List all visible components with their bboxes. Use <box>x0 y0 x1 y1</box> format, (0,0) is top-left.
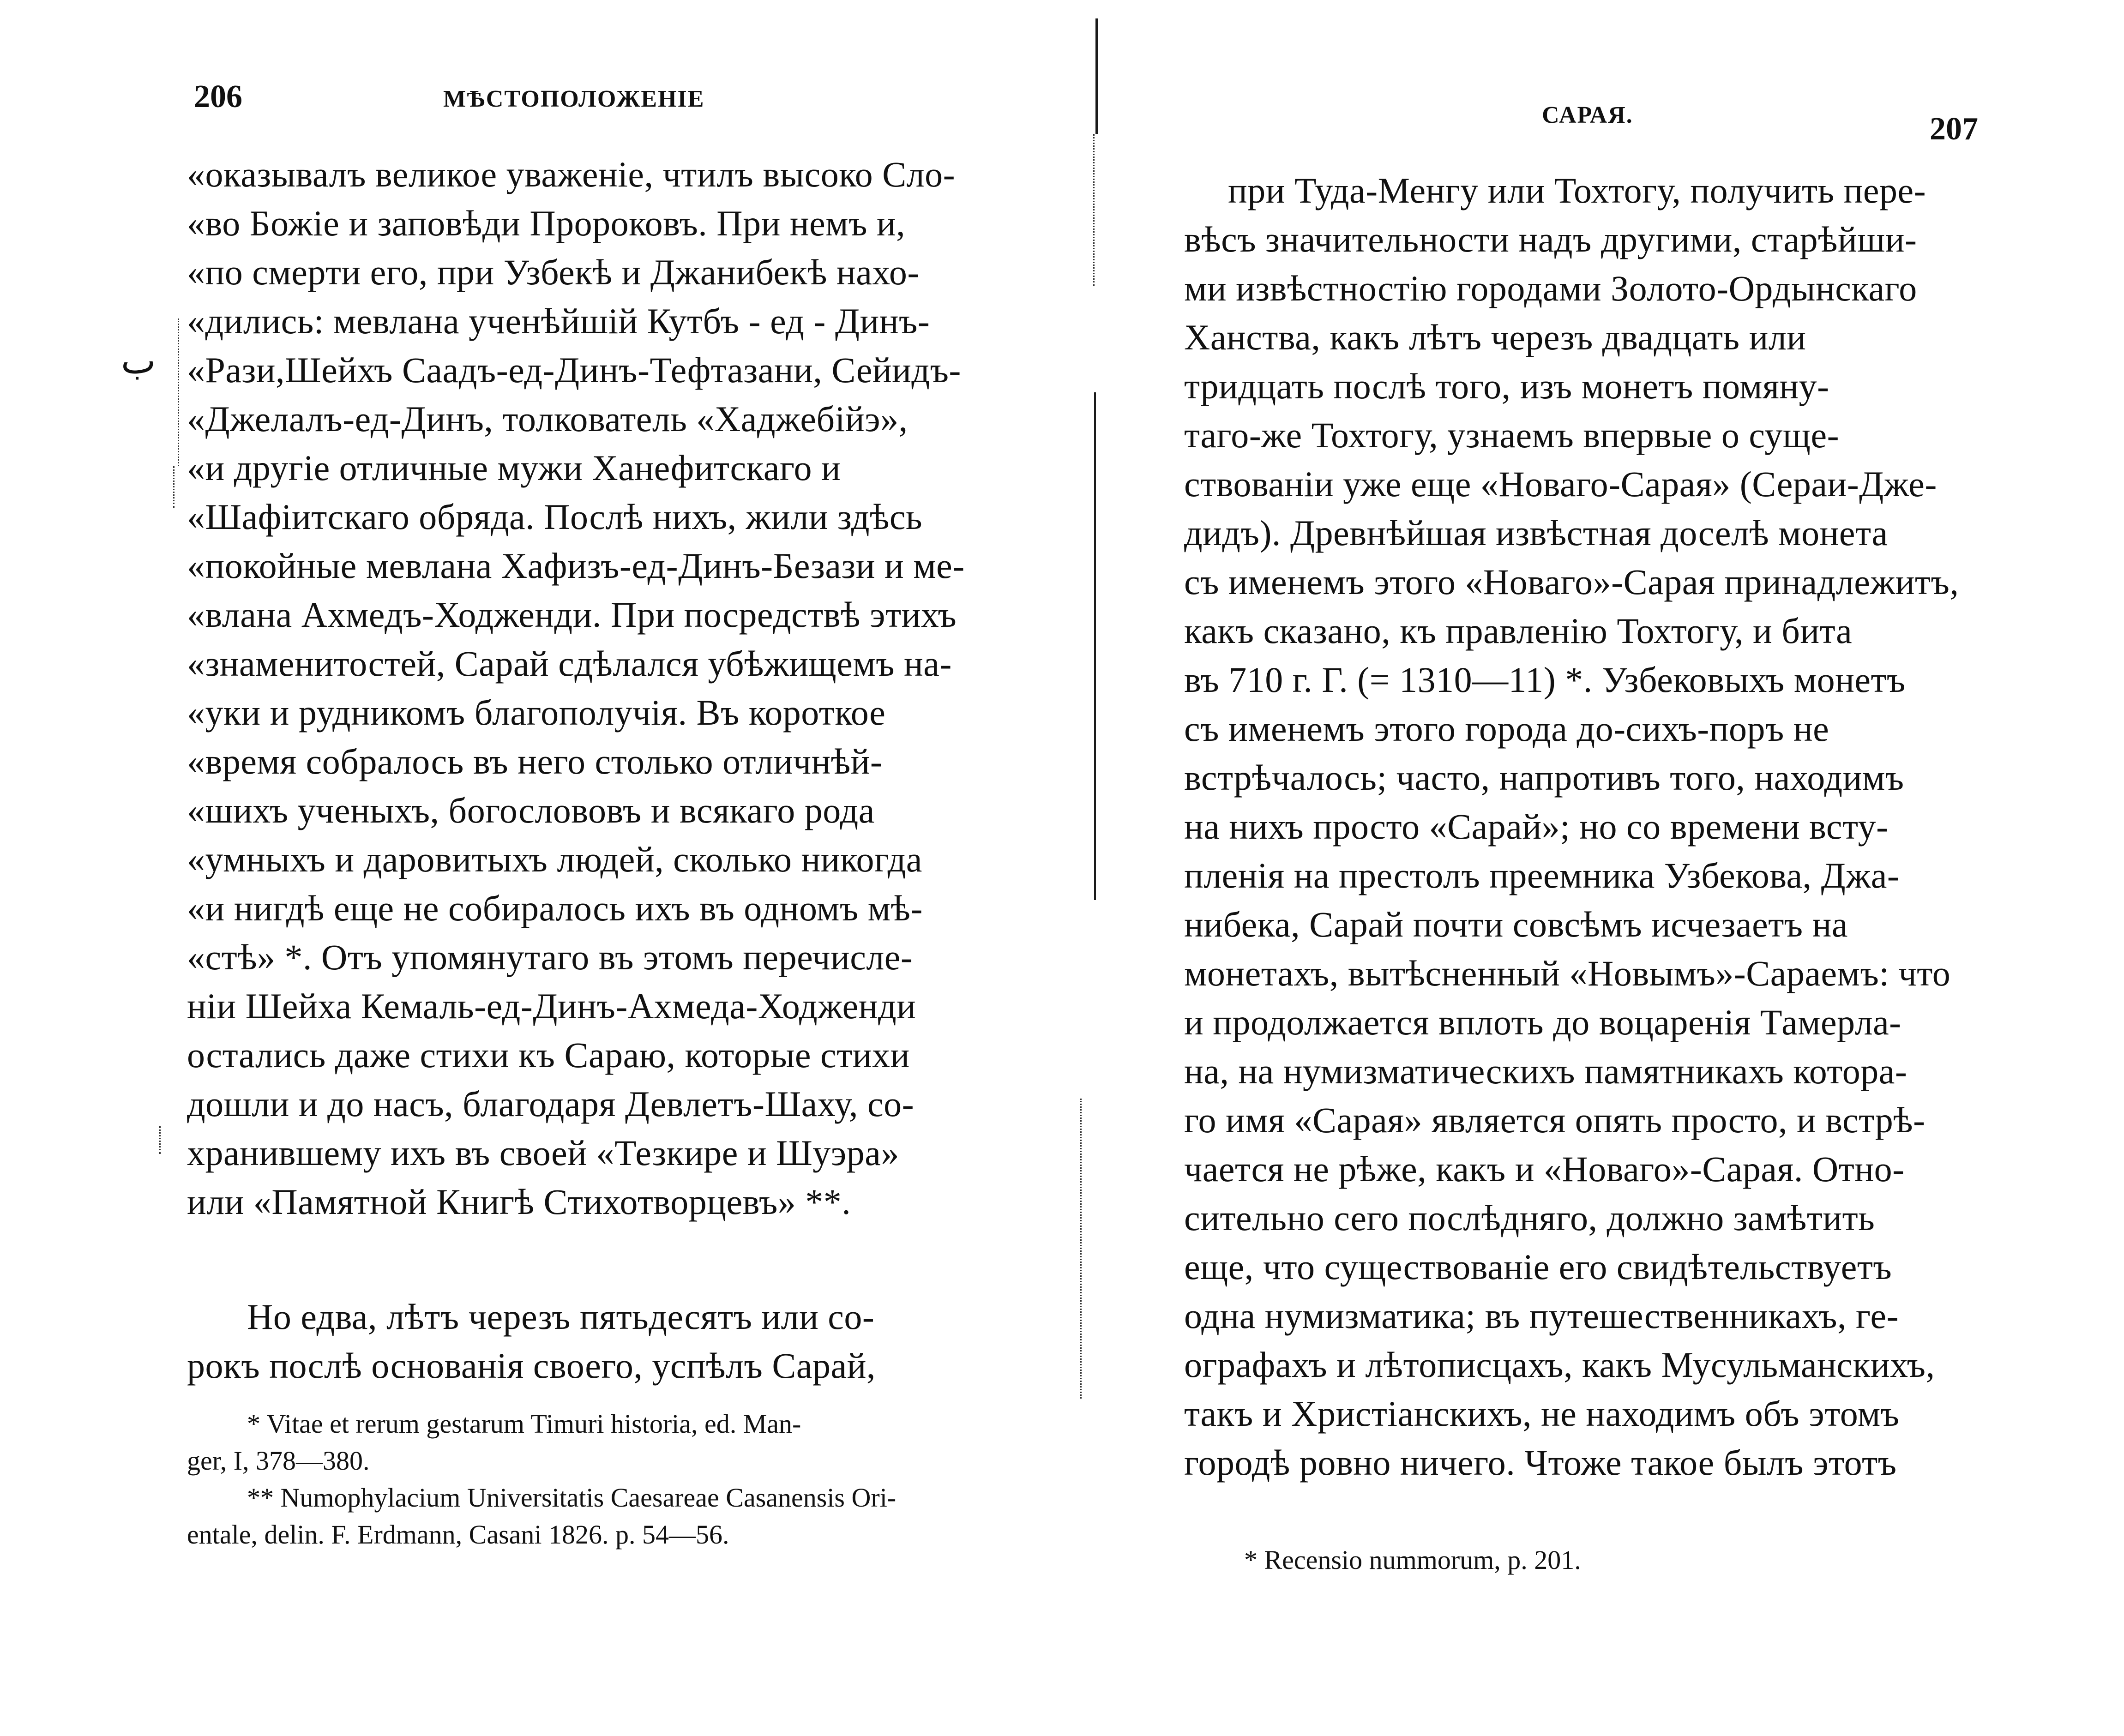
text-line: еще, что существованіе его свидѣтельствуетъ <box>1184 1247 1892 1287</box>
text-line: «и другіе отличные мужи Ханефитскаго и <box>187 448 841 488</box>
left-footnotes <box>187 1406 896 1553</box>
text-line: какъ сказано, къ правленію Тохтогу, и бита <box>1184 611 1853 651</box>
text-line: «время собралось въ него столько отличнѣй- <box>187 741 883 781</box>
text-line: остались даже стихи къ Сараю, которые стихи <box>187 1035 910 1075</box>
text-line: Ханства, какъ лѣтъ черезъ двадцать или <box>1184 317 1806 357</box>
text-line: «дились: мевлана ученѣйшій Кутбъ - ед - Динъ- <box>187 301 930 341</box>
text-line: хранившему ихъ въ своей «Тезкире и Шуэра» <box>187 1133 899 1173</box>
text-line: «стѣ» *. Отъ упомянутаго въ этомъ перечисле- <box>187 937 913 977</box>
right-running-title: САРАЯ. <box>1542 102 1633 128</box>
text-line: «покойные мевлана Хафизъ-ед-Динъ-Безази и ме- <box>187 546 965 586</box>
text-line: «знаменитостей, Сарай сдѣлался убѣжищемъ на- <box>187 643 952 684</box>
text-line: «уки и рудникомъ благополучія. Въ короткое <box>187 692 886 733</box>
text-line: «умныхъ и даровитыхъ людей, сколько никогда <box>187 839 922 879</box>
margin-dotted-mark <box>159 1126 161 1154</box>
text-line: дидъ). Древнѣйшая извѣстная доселѣ монета <box>1184 513 1888 553</box>
text-line: «Рази,Шейхъ Саадъ-ед-Динъ-Тефтазани, Сейидъ- <box>187 350 961 390</box>
text-line: встрѣчалось; часто, напротивъ того, находимъ <box>1184 757 1904 798</box>
text-line: съ именемъ этого города до-сихъ-поръ не <box>1184 709 1829 749</box>
right-body-text <box>1184 166 1959 1487</box>
text-line: «Шафіитскаго обряда. Послѣ нихъ, жили здѣсь <box>187 497 923 537</box>
text-line: «Джелалъ-ед-Динъ, толкователь «Хаджебійэ», <box>187 399 908 439</box>
text-line: «влана Ахмедъ-Ходженди. При посредствѣ этихъ <box>187 595 957 635</box>
margin-dotted-mark <box>178 318 179 466</box>
text-line: такъ и Христіанскихъ, не находимъ объ этомъ <box>1184 1394 1900 1434</box>
left-paragraph-2 <box>187 1292 876 1390</box>
right-page-number: 207 <box>1930 111 1978 147</box>
margin-glyph: ب <box>121 339 156 382</box>
text-line: дошли и до насъ, благодаря Девлетъ-Шаху, со- <box>187 1084 915 1124</box>
text-line: «шихъ ученыхъ, богослововъ и всякаго рода <box>187 790 875 830</box>
text-line: или «Памятной Книгѣ Стихотворцевъ» **. <box>187 1182 851 1222</box>
footnote-line: ger, I, 378—380. <box>187 1446 370 1476</box>
footnote-line: * Vitae et rerum gestarum Timuri historia, ed. Man- <box>247 1409 801 1439</box>
text-line: чается не рѣже, какъ и «Новаго»-Сарая. Отно- <box>1184 1149 1905 1189</box>
text-line: монетахъ, вытѣсненный «Новымъ»-Сараемъ: что <box>1184 953 1951 993</box>
text-line: при Туда-Менгу или Тохтогу, получить пере- <box>1228 170 1926 210</box>
right-page <box>1062 0 2124 1736</box>
text-line: го имя «Сарая» является опять просто, и встрѣ- <box>1184 1100 1925 1140</box>
text-line: городѣ ровно ничего. Чтоже такое былъ этотъ <box>1184 1442 1897 1483</box>
text-line: нибека, Сарай почти совсѣмъ исчезаетъ на <box>1184 904 1848 944</box>
text-line: въ 710 г. Г. (= 1310—11) *. Узбековыхъ монетъ <box>1184 660 1906 700</box>
footnote-line: * Recensio nummorum, p. 201. <box>1244 1545 1581 1575</box>
text-line: одна нумизматика; въ путешественникахъ, ге- <box>1184 1296 1899 1336</box>
left-page-number: 206 <box>194 79 242 114</box>
text-line: «во Божіе и заповѣди Пророковъ. При немъ и, <box>187 203 906 243</box>
text-line: на нихъ просто «Сарай»; но со времени всту- <box>1184 806 1889 847</box>
left-running-title: МѢСТОПОЛОЖЕНІЕ <box>443 86 705 112</box>
margin-dotted-mark <box>173 466 174 508</box>
text-line: ствованіи уже еще «Новаго-Сарая» (Сераи-Дже- <box>1184 464 1937 504</box>
footnote-line: entale, delin. F. Erdmann, Casani 1826. p. 54—56. <box>187 1520 729 1550</box>
text-line: ографахъ и лѣтописцахъ, какъ Мусульманскихъ, <box>1184 1345 1935 1385</box>
text-line: Но едва, лѣтъ черезъ пятьдесятъ или со- <box>247 1297 875 1337</box>
text-line: тридцать послѣ того, изъ монетъ помяну- <box>1184 366 1829 406</box>
text-line: вѣсъ значительности надъ другими, старѣйши- <box>1184 219 1917 259</box>
footnote-line: ** Numophylacium Universitatis Caesareae Casanensis Ori- <box>247 1483 897 1513</box>
text-line: сительно сего послѣдняго, должно замѣтить <box>1184 1198 1875 1238</box>
text-line: ніи Шейха Кемаль-ед-Динъ-Ахмеда-Ходженди <box>187 986 916 1026</box>
text-line: рокъ послѣ основанія своего, успѣлъ Сарай, <box>187 1346 876 1386</box>
text-line: и продолжается вплоть до воцаренія Тамерла- <box>1184 1002 1901 1042</box>
text-line: пленія на престолъ преемника Узбекова, Джа- <box>1184 855 1900 895</box>
text-line: на, на нумизматическихъ памятникахъ котора- <box>1184 1051 1907 1091</box>
text-line: съ именемъ этого «Новаго»-Сарая принадлежитъ, <box>1184 562 1959 602</box>
text-line: «по смерти его, при Узбекѣ и Джанибекѣ нахо- <box>187 252 920 292</box>
right-footnotes <box>1184 1542 1581 1579</box>
text-line: «и нигдѣ еще не собиралось ихъ въ одномъ мѣ- <box>187 888 923 928</box>
text-line: «оказывалъ великое уваженіе, чтилъ высоко Сло- <box>187 154 956 194</box>
left-body-text <box>187 150 965 1226</box>
text-line: ми извѣстностію городами Золото-Ордынскаго <box>1184 268 1917 308</box>
text-line: таго-же Тохтогу, узнаемъ впервые о суще- <box>1184 415 1840 455</box>
